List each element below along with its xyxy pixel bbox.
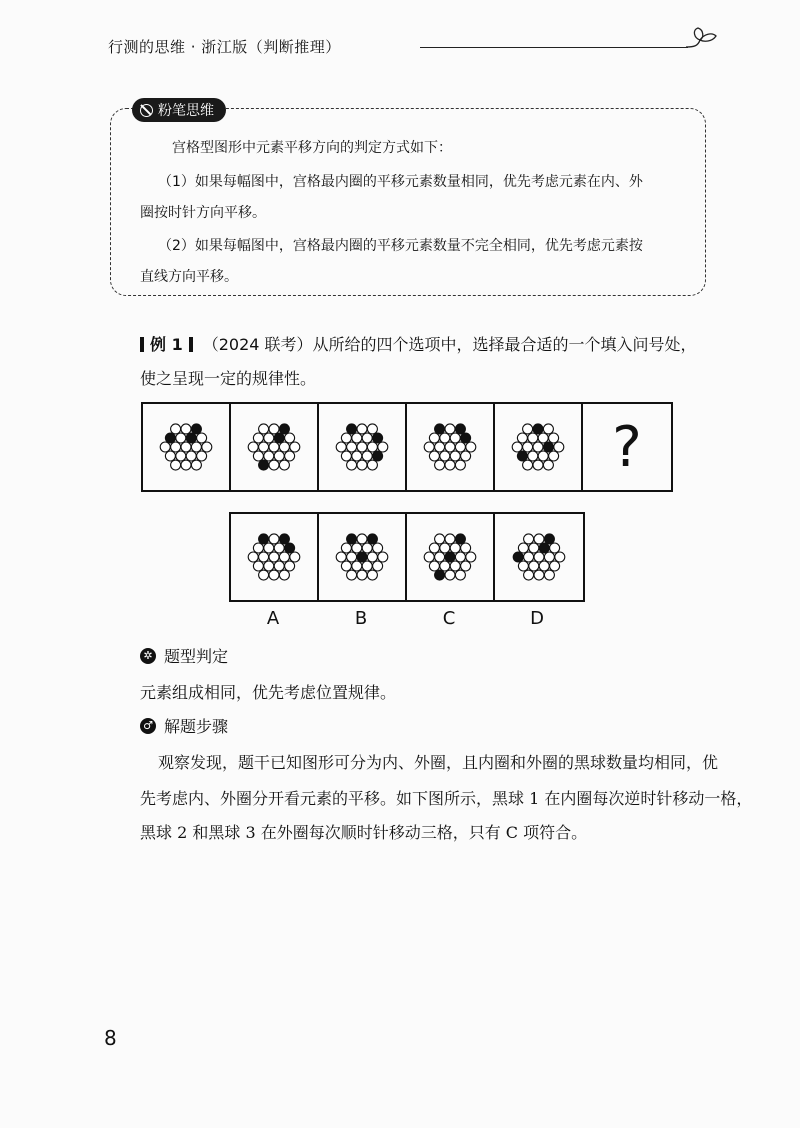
white-ball: [440, 543, 450, 553]
option-figure-c[interactable]: [407, 514, 495, 600]
white-ball: [341, 451, 351, 461]
white-ball: [336, 442, 346, 452]
black-ball: [435, 570, 445, 580]
white-ball: [523, 424, 533, 434]
option-figure-d[interactable]: [495, 514, 583, 600]
question-mark: ?: [612, 414, 642, 480]
white-ball: [274, 451, 284, 461]
black-ball: [455, 424, 465, 434]
black-ball: [259, 460, 269, 470]
white-ball: [253, 561, 263, 571]
white-ball: [518, 561, 528, 571]
black-ball: [165, 433, 175, 443]
black-ball: [279, 534, 289, 544]
white-ball: [259, 552, 269, 562]
white-ball: [347, 552, 357, 562]
tip-tag-label: 粉笔思维: [158, 103, 214, 119]
white-ball: [176, 451, 186, 461]
white-ball: [373, 543, 383, 553]
white-ball: [445, 442, 455, 452]
white-ball: [529, 543, 539, 553]
white-ball: [171, 460, 181, 470]
black-ball: [347, 534, 357, 544]
sprout-icon: [682, 26, 722, 56]
white-ball: [259, 442, 269, 452]
stem-figure: [143, 404, 231, 490]
white-ball: [539, 561, 549, 571]
stem-figure-row: [141, 402, 673, 492]
white-ball: [352, 433, 362, 443]
option-label-a[interactable]: A: [266, 608, 280, 629]
white-ball: [523, 442, 533, 452]
steps-line: 黑球 2 和黑球 3 在外圈每次顺时针移动三格，只有 C 项符合。: [140, 823, 588, 842]
white-ball: [181, 442, 191, 452]
white-ball: [529, 561, 539, 571]
black-ball: [285, 543, 295, 553]
black-ball: [373, 433, 383, 443]
white-ball: [523, 460, 533, 470]
white-ball: [274, 561, 284, 571]
white-ball: [450, 561, 460, 571]
white-ball: [429, 433, 439, 443]
example-label: 例 1: [150, 335, 183, 354]
white-ball: [528, 451, 538, 461]
black-ball: [274, 433, 284, 443]
black-ball: [539, 543, 549, 553]
white-ball: [362, 433, 372, 443]
white-ball: [534, 570, 544, 580]
black-ball: [461, 433, 471, 443]
key-icon: ♂: [140, 718, 156, 734]
black-ball: [347, 424, 357, 434]
white-ball: [352, 451, 362, 461]
white-ball: [259, 424, 269, 434]
white-ball: [440, 561, 450, 571]
white-ball: [367, 460, 377, 470]
label-bar: [140, 337, 144, 352]
white-ball: [544, 570, 554, 580]
black-ball: [435, 424, 445, 434]
white-ball: [264, 433, 274, 443]
white-ball: [367, 552, 377, 562]
white-ball: [367, 570, 377, 580]
white-ball: [347, 570, 357, 580]
white-ball: [285, 433, 295, 443]
black-ball: [191, 424, 201, 434]
black-ball: [279, 424, 289, 434]
page-number: 8: [104, 1026, 117, 1050]
white-ball: [466, 552, 476, 562]
white-ball: [455, 442, 465, 452]
option-figure-b[interactable]: [319, 514, 407, 600]
white-ball: [197, 451, 207, 461]
white-ball: [357, 442, 367, 452]
white-ball: [274, 543, 284, 553]
stem-figure: [407, 404, 495, 490]
white-ball: [253, 433, 263, 443]
type-title: 题型判定: [164, 647, 229, 666]
white-ball: [555, 552, 565, 562]
white-ball: [424, 552, 434, 562]
white-ball: [534, 534, 544, 544]
question-cell: [583, 404, 671, 490]
white-ball: [538, 433, 548, 443]
black-ball: [357, 552, 367, 562]
white-ball: [290, 442, 300, 452]
white-ball: [253, 451, 263, 461]
hex-ball-figure: [234, 407, 314, 487]
hex-ball-figure: [410, 407, 490, 487]
white-ball: [450, 433, 460, 443]
white-ball: [543, 424, 553, 434]
white-ball: [450, 543, 460, 553]
black-ball: [543, 442, 553, 452]
white-ball: [202, 442, 212, 452]
white-ball: [253, 543, 263, 553]
white-ball: [171, 442, 181, 452]
white-ball: [341, 433, 351, 443]
white-ball: [279, 570, 289, 580]
white-ball: [357, 570, 367, 580]
white-ball: [373, 561, 383, 571]
white-ball: [549, 451, 559, 461]
white-ball: [352, 561, 362, 571]
white-ball: [461, 561, 471, 571]
white-ball: [378, 552, 388, 562]
steps-line: 先考虑内、外圈分开看元素的平移。如下图所示，黑球 1 在内圈每次逆时针移动一格，: [140, 789, 753, 808]
stem-figure: [231, 404, 319, 490]
white-ball: [445, 534, 455, 544]
black-ball: [517, 451, 527, 461]
white-ball: [534, 552, 544, 562]
white-ball: [435, 552, 445, 562]
example-text: （2024 联考）从所给的四个选项中，选择最合适的一个填入问号处，: [202, 335, 697, 354]
white-ball: [181, 460, 191, 470]
hex-ball-figure: [234, 517, 314, 597]
tip-line: 圈按时针方向平移。: [140, 205, 266, 221]
white-ball: [160, 442, 170, 452]
white-ball: [264, 561, 274, 571]
white-ball: [248, 442, 258, 452]
black-ball: [445, 552, 455, 562]
white-ball: [435, 442, 445, 452]
hex-ball-figure: [322, 407, 402, 487]
black-ball: [533, 424, 543, 434]
white-ball: [524, 552, 534, 562]
white-ball: [352, 543, 362, 553]
white-ball: [176, 433, 186, 443]
white-ball: [191, 460, 201, 470]
white-ball: [533, 460, 543, 470]
white-ball: [341, 543, 351, 553]
option-figure-row: [229, 512, 585, 602]
example-question: [140, 332, 697, 355]
tip-line: 宫格型图形中元素平移方向的判定方式如下：: [172, 140, 452, 156]
white-ball: [544, 552, 554, 562]
white-ball: [279, 460, 289, 470]
white-ball: [165, 451, 175, 461]
white-ball: [518, 543, 528, 553]
white-ball: [290, 552, 300, 562]
white-ball: [445, 460, 455, 470]
white-ball: [197, 433, 207, 443]
hex-ball-figure: [498, 407, 578, 487]
white-ball: [538, 451, 548, 461]
tip-line: 直线方向平移。: [140, 269, 238, 285]
stem-figure: [319, 404, 407, 490]
white-ball: [269, 460, 279, 470]
white-ball: [367, 424, 377, 434]
white-ball: [429, 451, 439, 461]
white-ball: [554, 442, 564, 452]
white-ball: [455, 552, 465, 562]
white-ball: [445, 570, 455, 580]
black-ball: [186, 433, 196, 443]
steps-line: 观察发现，题干已知图形可分为内、外圈，且内圈和外圈的黑球数量均相同，优: [158, 753, 719, 772]
white-ball: [269, 570, 279, 580]
tip-line: （1）如果每幅图中，宫格最内圈的平移元素数量相同，优先考虑元素在内、外: [158, 174, 643, 190]
black-ball: [544, 534, 554, 544]
white-ball: [440, 433, 450, 443]
white-ball: [524, 570, 534, 580]
white-ball: [461, 543, 471, 553]
white-ball: [450, 451, 460, 461]
white-ball: [435, 460, 445, 470]
white-ball: [461, 451, 471, 461]
white-ball: [466, 442, 476, 452]
white-ball: [347, 442, 357, 452]
black-ball: [513, 552, 523, 562]
white-ball: [259, 570, 269, 580]
white-ball: [550, 543, 560, 553]
white-ball: [357, 460, 367, 470]
tip-line: （2）如果每幅图中，宫格最内圈的平移元素数量不完全相同，优先考虑元素按: [158, 238, 643, 254]
white-ball: [367, 442, 377, 452]
white-ball: [347, 460, 357, 470]
gear-icon: ✲: [140, 648, 156, 664]
hex-ball-figure: [322, 517, 402, 597]
tip-tag: [132, 98, 226, 122]
running-header: [108, 34, 718, 60]
white-ball: [362, 543, 372, 553]
white-ball: [543, 460, 553, 470]
option-label-b[interactable]: B: [354, 608, 368, 629]
header-rule: [420, 47, 688, 48]
option-label-d[interactable]: D: [530, 608, 544, 629]
hex-ball-figure: [410, 517, 490, 597]
white-ball: [264, 451, 274, 461]
white-ball: [429, 561, 439, 571]
white-ball: [279, 552, 289, 562]
white-ball: [269, 534, 279, 544]
header-title: 行测的思维 · 浙江版（判断推理）: [108, 38, 341, 56]
option-label-c[interactable]: C: [442, 608, 456, 629]
pencil-icon: [140, 104, 153, 117]
white-ball: [517, 433, 527, 443]
white-ball: [362, 561, 372, 571]
white-ball: [533, 442, 543, 452]
stem-figure: [495, 404, 583, 490]
white-ball: [181, 424, 191, 434]
white-ball: [285, 561, 295, 571]
white-ball: [512, 442, 522, 452]
white-ball: [279, 442, 289, 452]
white-ball: [424, 442, 434, 452]
white-ball: [269, 442, 279, 452]
white-ball: [264, 543, 274, 553]
white-ball: [455, 570, 465, 580]
white-ball: [285, 451, 295, 461]
white-ball: [336, 552, 346, 562]
label-bar: [189, 337, 193, 352]
white-ball: [341, 561, 351, 571]
white-ball: [455, 460, 465, 470]
white-ball: [435, 534, 445, 544]
example-text-2: 使之呈现一定的规律性。: [140, 369, 317, 388]
white-ball: [248, 552, 258, 562]
steps-heading: [140, 714, 228, 737]
white-ball: [191, 442, 201, 452]
white-ball: [171, 424, 181, 434]
white-ball: [429, 543, 439, 553]
white-ball: [362, 451, 372, 461]
white-ball: [269, 552, 279, 562]
white-ball: [440, 451, 450, 461]
steps-title: 解题步骤: [164, 717, 229, 736]
white-ball: [524, 534, 534, 544]
white-ball: [357, 534, 367, 544]
white-ball: [549, 433, 559, 443]
hex-ball-figure: [499, 517, 579, 597]
hex-ball-figure: [146, 407, 226, 487]
black-ball: [373, 451, 383, 461]
option-figure-a[interactable]: [231, 514, 319, 600]
black-ball: [367, 534, 377, 544]
type-heading: [140, 644, 228, 667]
type-body: 元素组成相同，优先考虑位置规律。: [140, 683, 397, 702]
white-ball: [269, 424, 279, 434]
black-ball: [455, 534, 465, 544]
white-ball: [528, 433, 538, 443]
white-ball: [378, 442, 388, 452]
white-ball: [445, 424, 455, 434]
white-ball: [550, 561, 560, 571]
black-ball: [259, 534, 269, 544]
white-ball: [357, 424, 367, 434]
white-ball: [186, 451, 196, 461]
